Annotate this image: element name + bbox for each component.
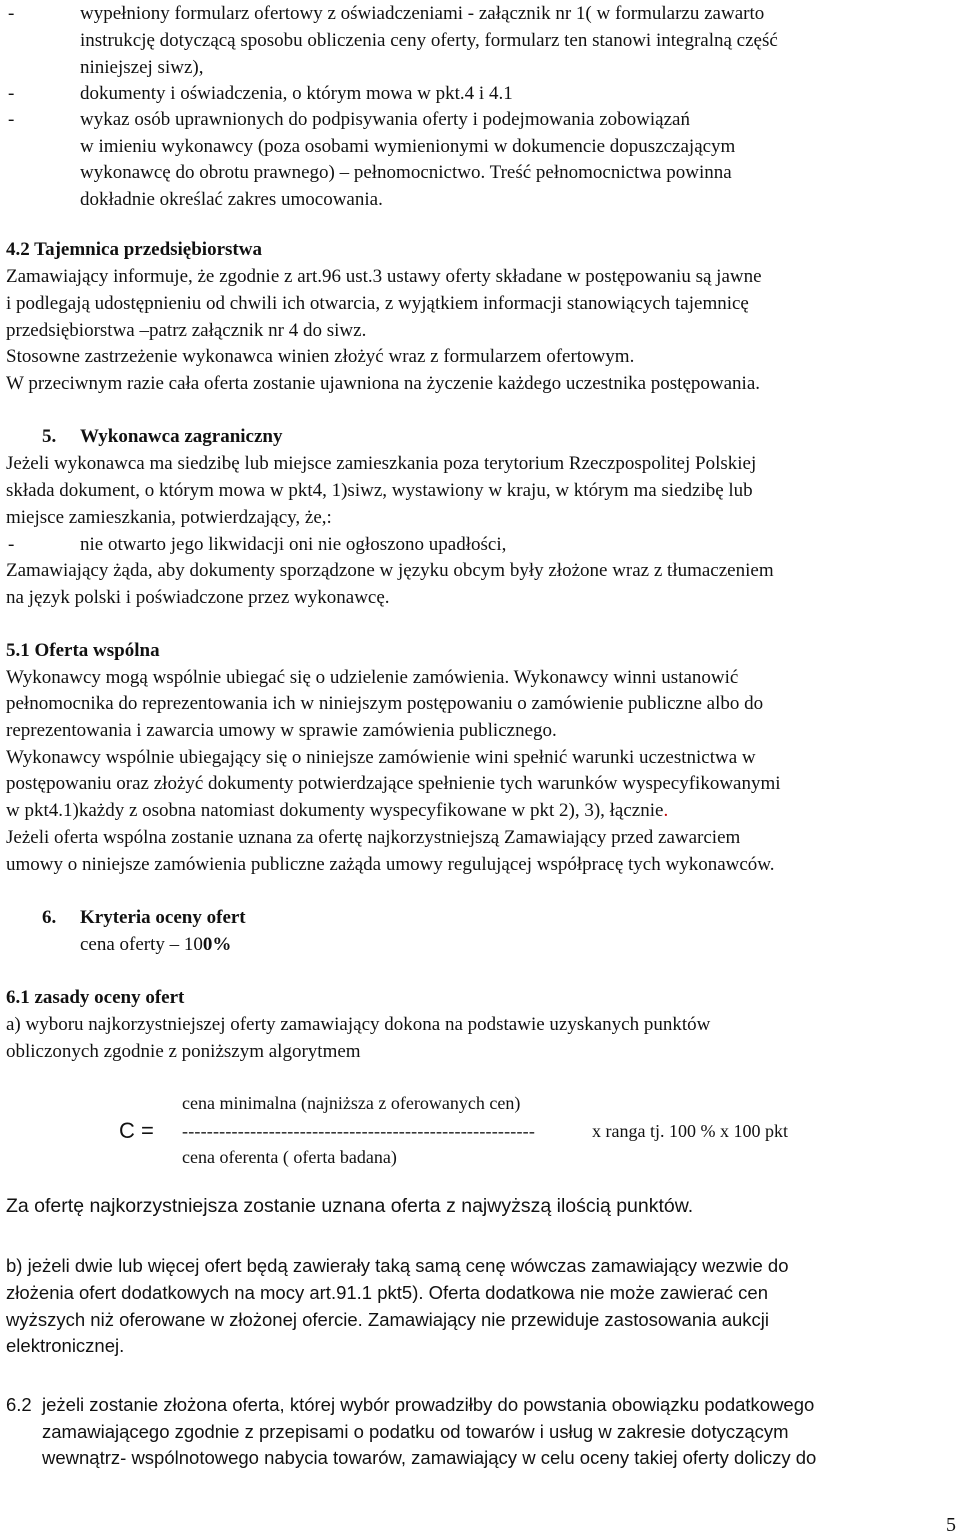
formula-fraction-bar: --------------------------------------------------------- [182, 1121, 536, 1141]
paragraph-line: Za ofertę najkorzystniejsza zostanie uznana oferta z najwyższą ilością punktów. [6, 1195, 694, 1217]
list-item-line: dokładnie określać zakres umocowania. [80, 189, 383, 210]
paragraph-line: Jeżeli wykonawca ma siedzibę lub miejsce zamieszkania poza terytorium Rzeczpospolitej Polskiej [6, 453, 757, 474]
criterion-percent: 0% [202, 934, 232, 955]
criterion-line [80, 931, 231, 958]
paragraph-text: w pkt4.1)każdy z osobna natomiast dokumenty wyspecyfikowane w pkt 2), 3), łącznie [6, 800, 664, 821]
formula-lhs: C = [119, 1118, 154, 1143]
paragraph-line [6, 797, 668, 824]
paragraph-line: postępowaniu oraz złożyć dokumenty potwierdzające spełnienie tych warunków wyspecyfikowanymi [6, 773, 781, 794]
paragraph-line: a) wyboru najkorzystniejszej oferty zamawiający dokona na podstawie uzyskanych punktów [6, 1014, 711, 1035]
paragraph-line: pełnomocnika do reprezentowania ich w niniejszym postępowaniu o zamówienie publiczne albo do [6, 693, 764, 714]
formula-multiplier: x ranga tj. 100 % x 100 pkt [592, 1121, 788, 1141]
page-number: 5 [946, 1514, 956, 1536]
list-dash: - [8, 109, 15, 130]
paragraph-line: b) jeżeli dwie lub więcej ofert będą zawierały taką samą cenę wówczas zamawiający wezwie do [6, 1255, 789, 1276]
paragraph-line: składa dokument, o którym mowa w pkt4, 1)siwz, wystawiony w kraju, w którym ma siedzibę lub [6, 480, 753, 501]
paragraph-line: wyższych niż oferowane w złożonej ofercie. Zamawiający nie przewiduje zastosowania aukcji [6, 1309, 769, 1330]
paragraph-line: zamawiającego zgodnie z przepisami o podatku od towarów i usług w zakresie dotyczącym [42, 1421, 789, 1442]
section-heading-5-1: 5.1 Oferta wspólna [6, 640, 160, 661]
paragraph-line: Stosowne zastrzeżenie wykonawca winien złożyć wraz z formularzem ofertowym. [6, 346, 635, 367]
list-dash: - [8, 3, 15, 24]
paragraph-line: Wykonawcy wspólnie ubiegający się o niniejsze zamówienie wini spełnić warunki uczestnictwa w [6, 747, 756, 768]
list-item-line: wykonawcę do obrotu prawnego) – pełnomocnictwo. Treść pełnomocnictwa powinna [80, 162, 732, 183]
list-item-line: instrukcję dotyczącą sposobu obliczenia ceny oferty, formularz ten stanowi integralną część [80, 30, 778, 51]
paragraph-line: elektronicznej. [6, 1335, 125, 1356]
paragraph-line: i podlegają udostępnieniu od chwili ich otwarcia, z wyjątkiem informacji stanowiących tajemnicę [6, 293, 749, 314]
paragraph-line: miejsce zamieszkania, potwierdzający, że,: [6, 507, 332, 528]
section-heading-6: Kryteria oceny ofert [80, 907, 246, 928]
paragraph-line: złożenia ofert dodatkowych na mocy art.91.1 pkt5). Oferta dodatkowa nie może zawierać cen [6, 1282, 768, 1303]
paragraph-line: Zamawiający żąda, aby dokumenty sporządzone w języku obcym były złożone wraz z tłumaczeniem [6, 560, 774, 581]
list-item-line: w imieniu wykonawcy (poza osobami wymienionymi w dokumencie dopuszczającym [80, 136, 736, 157]
paragraph-line: W przeciwnym razie cała oferta zostanie ujawniona na życzenie każdego uczestnika postępowania. [6, 373, 761, 394]
criterion-text: cena oferty – 10 [80, 934, 203, 955]
paragraph-line: Jeżeli oferta wspólna zostanie uznana za ofertę najkorzystniejszą Zamawiający przed zawarciem [6, 827, 741, 848]
section-number-6: 6. [42, 907, 57, 928]
paragraph-line: umowy o niniejsze zamówienia publiczne zażąda umowy regulującej współpracę tych wykonawców. [6, 854, 775, 875]
red-period: . [663, 800, 669, 821]
section-number-5: 5. [42, 426, 57, 447]
section-heading-6-1: 6.1 zasady oceny ofert [6, 987, 185, 1008]
list-item-line: dokumenty i oświadczenia, o którym mowa w pkt.4 i 4.1 [80, 83, 513, 104]
section-number-6-2: 6.2 [6, 1394, 32, 1415]
paragraph-line: Wykonawcy mogą wspólnie ubiegać się o udzielenie zamówienia. Wykonawcy winni ustanowić [6, 667, 739, 688]
list-dash: - [8, 83, 15, 104]
list-item-line: wypełniony formularz ofertowy z oświadczeniami - załącznik nr 1( w formularzu zawarto [80, 3, 765, 24]
paragraph-line: na język polski i poświadczone przez wykonawcę. [6, 587, 390, 608]
list-item-line: wykaz osób uprawnionych do podpisywania oferty i podejmowania zobowiązań [80, 109, 690, 130]
paragraph-line: Zamawiający informuje, że zgodnie z art.96 ust.3 ustawy oferty składane w postępowaniu są jawne [6, 266, 762, 287]
list-item-line: nie otwarto jego likwidacji oni nie ogłoszono upadłości, [80, 534, 507, 555]
paragraph-line: reprezentowania i zawarcia umowy w sprawie zamówienia publicznego. [6, 720, 557, 741]
paragraph-line: jeżeli zostanie złożona oferta, której wybór prowadziłby do powstania obowiązku podatkowego [42, 1394, 815, 1415]
section-heading-5: Wykonawca zagraniczny [80, 426, 283, 447]
paragraph-line: przedsiębiorstwa –patrz załącznik nr 4 do siwz. [6, 320, 367, 341]
list-item-line: niniejszej siwz), [80, 57, 204, 78]
paragraph-line: obliczonych zgodnie z poniższym algorytmem [6, 1041, 361, 1062]
formula-numerator: cena minimalna (najniższa z oferowanych cen) [182, 1093, 521, 1113]
formula-denominator: cena oferenta ( oferta badana) [182, 1147, 397, 1167]
section-heading-4-2: 4.2 Tajemnica przedsiębiorstwa [6, 239, 262, 260]
list-dash: - [8, 534, 15, 555]
paragraph-line: wewnątrz- wspólnotowego nabycia towarów, zamawiający w celu oceny takiej oferty doliczy do [42, 1447, 817, 1468]
